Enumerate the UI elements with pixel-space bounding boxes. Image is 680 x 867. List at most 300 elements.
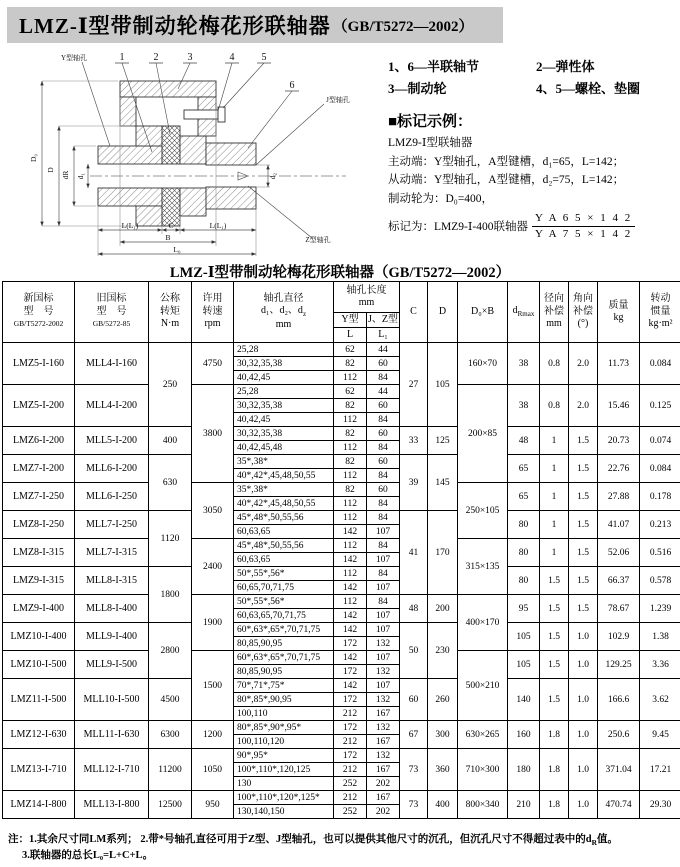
cell-dim-D: 145: [428, 455, 458, 511]
cell-length-L: 142: [334, 609, 367, 623]
part-number-1: 1: [119, 52, 125, 63]
cell-new-model: LMZ10-I-400: [3, 623, 75, 651]
marking-example-line: 主动端：Y型轴孔，A型键槽，d₁=65，L=142；: [388, 155, 625, 168]
cell-bore-diameters: 50*,55*,56*: [234, 595, 334, 609]
cell-torque: 250: [149, 343, 192, 427]
cell-bore-diameters: 35*,38*: [234, 483, 334, 497]
cell-length-L: 112: [334, 511, 367, 525]
cell-length-L: 172: [334, 637, 367, 651]
marking-designation: [388, 211, 676, 242]
cell-length-L1: 60: [367, 357, 400, 371]
cell-inertia: 3.62: [640, 679, 680, 721]
cell-length-L1: 132: [367, 637, 400, 651]
dim-B: B: [165, 233, 171, 242]
dim-d1: d₁: [76, 172, 85, 180]
cell-radial-comp: 1: [540, 483, 569, 511]
cell-old-model: MLL7-I-315: [75, 539, 149, 567]
table-row: [3, 483, 680, 497]
cell-torque: 6300: [149, 721, 192, 749]
cell-length-L: 172: [334, 749, 367, 763]
marking-fraction: [532, 211, 635, 242]
cell-new-model: LMZ7-I-200: [3, 455, 75, 483]
cell-length-L: 112: [334, 567, 367, 581]
cell-length-L1: 107: [367, 581, 400, 595]
dim-L0: L₀: [173, 245, 181, 254]
page-title-main: LMZ-Ⅰ型带制动轮梅花形联轴器: [19, 14, 331, 38]
col-c: C: [400, 282, 428, 343]
cell-old-model: MLL4-I-160: [75, 343, 149, 385]
cell-torque: 11200: [149, 749, 192, 791]
part-number-2: 2: [153, 52, 159, 63]
cell-bore-diameters: 30,32,35,38: [234, 357, 334, 371]
cell-bore-diameters: 80*,85*,90*,95*: [234, 721, 334, 735]
cell-bore-diameters: 130,140,150: [234, 805, 334, 819]
dim-d2: d₂: [268, 172, 277, 180]
cell-dim-D0xB: 630×265: [458, 721, 508, 749]
cell-length-L1: 132: [367, 749, 400, 763]
cell-angular-comp: 1.0: [569, 791, 598, 819]
cell-rpm: 4750: [192, 343, 234, 385]
cell-bore-diameters: 90*,95*: [234, 749, 334, 763]
cell-angular-comp: 1.0: [569, 721, 598, 749]
cell-dim-D0xB: 160×70: [458, 343, 508, 385]
cell-dim-C: 33: [400, 427, 428, 455]
cell-bore-diameters: 40*,42*,45,48,50,55: [234, 497, 334, 511]
col-new-model: 新国标 型 号 GB/T5272-2002: [3, 282, 75, 343]
cell-length-L: 112: [334, 539, 367, 553]
cell-length-L: 62: [334, 385, 367, 399]
col-jz-type: J、Z型: [367, 313, 400, 328]
cell-length-L1: 107: [367, 623, 400, 637]
cell-length-L1: 84: [367, 413, 400, 427]
cell-length-L: 82: [334, 427, 367, 441]
cell-inertia: 17.21: [640, 749, 680, 791]
cell-mass: 102.9: [598, 623, 640, 651]
page-title-standard: （GB/T5272—2002）: [332, 18, 474, 35]
cell-old-model: MLL9-I-500: [75, 651, 149, 679]
cell-inertia: 0.578: [640, 567, 680, 595]
cell-new-model: LMZ7-I-250: [3, 483, 75, 511]
cell-dRmax: 38: [508, 343, 540, 385]
cell-length-L: 252: [334, 805, 367, 819]
cell-dRmax: 105: [508, 651, 540, 679]
cell-mass: 129.25: [598, 651, 640, 679]
cell-dRmax: 65: [508, 455, 540, 483]
cell-inertia: 0.516: [640, 539, 680, 567]
cell-dim-D: 125: [428, 427, 458, 455]
col-rpm: 许用 转速 rpm: [192, 282, 234, 343]
cell-old-model: MLL6-I-200: [75, 455, 149, 483]
cell-dRmax: 105: [508, 623, 540, 651]
cell-old-model: MLL5-I-200: [75, 427, 149, 455]
cell-new-model: LMZ13-I-710: [3, 749, 75, 791]
cell-length-L1: 44: [367, 343, 400, 357]
cell-mass: 15.46: [598, 385, 640, 427]
cell-inertia: 1.239: [640, 595, 680, 623]
cell-radial-comp: 1: [540, 427, 569, 455]
cell-dim-D: 200: [428, 595, 458, 623]
cell-new-model: LMZ14-I-800: [3, 791, 75, 819]
cell-length-L: 112: [334, 595, 367, 609]
cell-length-L1: 107: [367, 679, 400, 693]
cell-dRmax: 38: [508, 385, 540, 427]
cell-new-model: LMZ5-I-200: [3, 385, 75, 427]
col-d0b: D₀×B: [458, 282, 508, 343]
technical-drawing: [2, 48, 384, 265]
cell-length-L: 142: [334, 623, 367, 637]
cell-dim-D0xB: 200×85: [458, 385, 508, 483]
parts-legend-row-1: [388, 56, 676, 78]
cell-mass: 41.07: [598, 511, 640, 539]
cell-length-L1: 60: [367, 483, 400, 497]
table-row: [3, 679, 680, 693]
cell-dim-D0xB: 400×170: [458, 595, 508, 651]
cell-inertia: 9.45: [640, 721, 680, 749]
cell-bore-diameters: 80,85,90,95: [234, 637, 334, 651]
cell-length-L1: 167: [367, 707, 400, 721]
cell-bore-diameters: 40,42,45,48: [234, 441, 334, 455]
cell-bore-diameters: 100,110,120: [234, 735, 334, 749]
cell-bore-diameters: 60,63,65: [234, 553, 334, 567]
marking-example-line: 制动轮为：D₀=400，: [388, 193, 494, 206]
cell-length-L: 172: [334, 721, 367, 735]
marking-fraction-bottom: Y A 7 5 × 1 4 2: [534, 227, 633, 240]
cell-old-model: MLL13-I-800: [75, 791, 149, 819]
col-len-L1: L₁: [367, 328, 400, 343]
cell-old-model: MLL4-I-200: [75, 385, 149, 427]
cell-inertia: 1.38: [640, 623, 680, 651]
cell-inertia: 0.125: [640, 385, 680, 427]
cell-torque: 400: [149, 427, 192, 455]
cell-torque: 1800: [149, 567, 192, 623]
cell-dim-C: 41: [400, 511, 428, 595]
cell-mass: 166.6: [598, 679, 640, 721]
marking-prefix: 标记为：LMZ9-Ⅰ-400联轴器: [388, 221, 528, 234]
cell-length-L1: 60: [367, 455, 400, 469]
cell-inertia: 29.30: [640, 791, 680, 819]
cell-mass: 20.73: [598, 427, 640, 455]
cell-dRmax: 140: [508, 679, 540, 721]
cell-length-L1: 167: [367, 763, 400, 777]
marking-example-line: LMZ9-Ⅰ型联轴器: [388, 137, 473, 150]
cell-mass: 250.6: [598, 721, 640, 749]
cell-inertia: 0.178: [640, 483, 680, 511]
cell-length-L: 82: [334, 483, 367, 497]
cell-length-L: 112: [334, 469, 367, 483]
coupling-cross-section: [2, 48, 384, 260]
cell-length-L1: 84: [367, 497, 400, 511]
cell-torque: 2800: [149, 623, 192, 679]
cell-dim-D0xB: 250×105: [458, 483, 508, 539]
cell-length-L1: 84: [367, 567, 400, 581]
cell-bore-diameters: 30,32,35,38: [234, 427, 334, 441]
cell-old-model: MLL8-I-400: [75, 595, 149, 623]
cell-dim-D: 400: [428, 791, 458, 819]
cell-bore-diameters: 40*,42*,45,48,50,55: [234, 469, 334, 483]
col-inertia: 转动 惯量 kg·m²: [640, 282, 680, 343]
table-row: [3, 651, 680, 665]
cell-dim-D0xB: 315×135: [458, 539, 508, 595]
cell-new-model: LMZ8-I-250: [3, 511, 75, 539]
cell-new-model: LMZ8-I-315: [3, 539, 75, 567]
legend-item-2: 2—弹性体: [536, 59, 595, 74]
cell-dim-D: 170: [428, 511, 458, 595]
cell-new-model: LMZ11-I-500: [3, 679, 75, 721]
header-row: [3, 282, 680, 313]
cell-angular-comp: 1.5: [569, 427, 598, 455]
cell-angular-comp: 1.0: [569, 651, 598, 679]
cell-bore-diameters: 35*,38*: [234, 455, 334, 469]
parts-legend-row-2: [388, 78, 676, 100]
cell-length-L: 82: [334, 399, 367, 413]
cell-angular-comp: 1.5: [569, 511, 598, 539]
cell-bore-diameters: 25,28: [234, 343, 334, 357]
footnotes: [8, 832, 676, 865]
cell-length-L: 112: [334, 497, 367, 511]
cell-torque: 1120: [149, 511, 192, 567]
cell-dim-D: 105: [428, 343, 458, 427]
cell-dRmax: 80: [508, 539, 540, 567]
cell-length-L1: 60: [367, 399, 400, 413]
cell-length-L1: 132: [367, 721, 400, 735]
cell-new-model: LMZ6-I-200: [3, 427, 75, 455]
cell-dRmax: 48: [508, 427, 540, 455]
cell-length-L: 142: [334, 553, 367, 567]
cell-length-L1: 107: [367, 609, 400, 623]
cell-mass: 78.67: [598, 595, 640, 623]
cell-bore-diameters: 100,110: [234, 707, 334, 721]
col-len-L: L: [334, 328, 367, 343]
table-row: [3, 595, 680, 609]
cell-length-L: 212: [334, 707, 367, 721]
cell-dim-C: 27: [400, 343, 428, 427]
cell-dim-D: 360: [428, 749, 458, 791]
cell-inertia: 0.084: [640, 343, 680, 385]
col-radial: 径向 补偿 mm: [540, 282, 569, 343]
table-row: [3, 385, 680, 399]
marking-example-line: 从动端：Y型轴孔，A型键槽，d₂=75，L=142；: [388, 174, 625, 187]
cell-length-L1: 84: [367, 595, 400, 609]
table-row: [3, 427, 680, 441]
coupling-parts: [90, 81, 346, 226]
cell-length-L: 142: [334, 651, 367, 665]
cell-bore-diameters: 60*,63*,65*,70,71,75: [234, 623, 334, 637]
footnote-line-2: 3.联轴器的总长L₀=L+C+L。: [22, 850, 154, 862]
spec-table: [2, 281, 680, 819]
cell-length-L1: 84: [367, 469, 400, 483]
legend-item-3: 3—制动轮: [388, 81, 447, 97]
cell-bore-diameters: 45*,48*,50,55,56: [234, 539, 334, 553]
part-number-6: 6: [289, 80, 295, 91]
spec-table-wrap: [2, 281, 678, 819]
cell-torque: 12500: [149, 791, 192, 819]
cell-new-model: LMZ10-I-500: [3, 651, 75, 679]
cell-dRmax: 65: [508, 483, 540, 511]
cell-torque: 630: [149, 455, 192, 511]
cell-inertia: 0.084: [640, 455, 680, 483]
col-angular: 角向 补偿 (°): [569, 282, 598, 343]
cell-angular-comp: 1.5: [569, 483, 598, 511]
cell-radial-comp: 1.8: [540, 791, 569, 819]
cell-bore-diameters: 70*,71*,75*: [234, 679, 334, 693]
cell-inertia: 3.36: [640, 651, 680, 679]
cell-dim-D: 230: [428, 623, 458, 679]
cell-dRmax: 160: [508, 721, 540, 749]
cell-rpm: 1050: [192, 749, 234, 791]
cell-angular-comp: 1.0: [569, 749, 598, 791]
cell-dim-C: 73: [400, 749, 428, 791]
cell-torque: 4500: [149, 679, 192, 721]
cell-radial-comp: 1.5: [540, 595, 569, 623]
cell-mass: 11.73: [598, 343, 640, 385]
table-row: [3, 623, 680, 637]
cell-mass: 66.37: [598, 567, 640, 595]
cell-bore-diameters: 60,65,70,71,75: [234, 581, 334, 595]
cell-length-L1: 84: [367, 441, 400, 455]
cell-mass: 470.74: [598, 791, 640, 819]
cell-radial-comp: 1: [540, 455, 569, 483]
table-row: [3, 567, 680, 581]
table-row: [3, 791, 680, 805]
cell-mass: 371.04: [598, 749, 640, 791]
cell-length-L: 112: [334, 371, 367, 385]
col-mass: 质量 kg: [598, 282, 640, 343]
table-row: [3, 721, 680, 735]
cell-length-L1: 44: [367, 385, 400, 399]
z-bore-label: Z型轴孔: [305, 236, 331, 244]
cell-length-L: 112: [334, 413, 367, 427]
cell-length-L1: 84: [367, 371, 400, 385]
cell-rpm: 1500: [192, 651, 234, 721]
table-row: [3, 455, 680, 469]
col-d: D: [428, 282, 458, 343]
cell-dim-C: 50: [400, 623, 428, 679]
cell-dRmax: 180: [508, 749, 540, 791]
j-bore-label: J型轴孔: [326, 96, 350, 104]
cell-bore-diameters: 130: [234, 777, 334, 791]
cell-bore-diameters: 40,42,45: [234, 413, 334, 427]
table-row: [3, 749, 680, 763]
cell-length-L1: 202: [367, 777, 400, 791]
cell-length-L1: 132: [367, 665, 400, 679]
cell-length-L1: 107: [367, 525, 400, 539]
cell-length-L1: 132: [367, 693, 400, 707]
cell-angular-comp: 1.5: [569, 539, 598, 567]
cell-length-L1: 84: [367, 511, 400, 525]
cell-angular-comp: 1.5: [569, 595, 598, 623]
cell-dim-D: 260: [428, 679, 458, 721]
dim-dR: dR: [61, 170, 70, 180]
cell-dim-C: 48: [400, 595, 428, 623]
cell-length-L: 82: [334, 455, 367, 469]
cell-length-L: 252: [334, 777, 367, 791]
cell-inertia: 0.213: [640, 511, 680, 539]
cell-length-L1: 60: [367, 427, 400, 441]
cell-radial-comp: 1.5: [540, 651, 569, 679]
cell-dim-C: 73: [400, 791, 428, 819]
cell-old-model: MLL9-I-400: [75, 623, 149, 651]
cell-bore-diameters: 100*,110*,120*,125*: [234, 791, 334, 805]
table-row: [3, 511, 680, 525]
dim-D: D: [46, 167, 55, 173]
cell-length-L1: 167: [367, 791, 400, 805]
y-bore-label: Y型轴孔: [60, 54, 88, 62]
footnote-line-1: 注：1.其余尺寸同LM系列； 2.带*号轴孔直径可用于Z型、J型轴孔，也可以提供其他尺寸的沉孔，但沉孔尺寸不得超过表中的$d_R$值。: [8, 834, 618, 848]
marking-example-heading: ■标记示例：: [388, 114, 473, 131]
cell-old-model: MLL11-I-630: [75, 721, 149, 749]
part-number-3: 3: [187, 52, 193, 63]
cell-length-L1: 107: [367, 553, 400, 567]
table-row: [3, 343, 680, 357]
legend-item-1-6: 1、6—半联轴节: [388, 59, 480, 74]
cell-angular-comp: 1.0: [569, 623, 598, 651]
cell-dim-C: 39: [400, 455, 428, 511]
cell-length-L1: 167: [367, 735, 400, 749]
cell-old-model: MLL7-I-250: [75, 511, 149, 539]
cell-length-L: 172: [334, 693, 367, 707]
cell-rpm: 950: [192, 791, 234, 819]
dim-D0: D₀: [29, 153, 38, 163]
legend-item-4-5: 4、5—螺栓、垫圈: [536, 81, 641, 97]
cell-radial-comp: 0.8: [540, 343, 569, 385]
cell-dim-D: 300: [428, 721, 458, 749]
cell-bore-diameters: 50*,55*,56*: [234, 567, 334, 581]
cell-length-L: 212: [334, 735, 367, 749]
dim-L-left: L(L₁): [121, 221, 139, 230]
cell-bore-diameters: 80,85,90,95: [234, 665, 334, 679]
cell-angular-comp: 1.5: [569, 567, 598, 595]
cell-radial-comp: 1.8: [540, 721, 569, 749]
cell-dim-D0xB: 500×210: [458, 651, 508, 721]
cell-old-model: MLL8-I-315: [75, 567, 149, 595]
dim-L-right: L(L₁): [209, 221, 227, 230]
cell-mass: 27.88: [598, 483, 640, 511]
cell-length-L1: 107: [367, 651, 400, 665]
col-old-model: 旧国标 型 号 GB/5272-85: [75, 282, 149, 343]
cell-bore-diameters: 80*,85*,90,95: [234, 693, 334, 707]
cell-length-L: 172: [334, 665, 367, 679]
cell-dim-D0xB: 710×300: [458, 749, 508, 791]
cell-bore-diameters: 60,63,65: [234, 525, 334, 539]
cell-dim-C: 67: [400, 721, 428, 749]
cell-radial-comp: 1.5: [540, 567, 569, 595]
col-drmax: $d_{Rmax}$: [508, 282, 540, 343]
cell-old-model: MLL12-I-710: [75, 749, 149, 791]
cell-rpm: 2400: [192, 539, 234, 595]
cell-dRmax: 95: [508, 595, 540, 623]
cell-radial-comp: 0.8: [540, 385, 569, 427]
cell-rpm: 1200: [192, 721, 234, 749]
cell-angular-comp: 2.0: [569, 385, 598, 427]
cell-bore-diameters: 60*,63*,65*,70,71,75: [234, 651, 334, 665]
part-number-4: 4: [229, 52, 235, 63]
cell-old-model: MLL6-I-250: [75, 483, 149, 511]
cell-old-model: MLL10-I-500: [75, 679, 149, 721]
cell-dim-C: 60: [400, 679, 428, 721]
cell-length-L: 112: [334, 441, 367, 455]
cell-mass: 22.76: [598, 455, 640, 483]
cell-bore-diameters: 40,42,45: [234, 371, 334, 385]
cell-dRmax: 210: [508, 791, 540, 819]
cell-bore-diameters: 30,32,35,38: [234, 399, 334, 413]
col-y-type: Y型: [334, 313, 367, 328]
col-bore-dia: 轴孔直径 d₁、d₂、$d_z$ mm: [234, 282, 334, 343]
cell-radial-comp: 1: [540, 511, 569, 539]
cell-bore-diameters: 60,63,65,70,71,75: [234, 609, 334, 623]
cell-radial-comp: 1.8: [540, 749, 569, 791]
col-bore-len: 轴孔长度 mm: [334, 282, 400, 313]
dim-C: C: [168, 221, 174, 230]
